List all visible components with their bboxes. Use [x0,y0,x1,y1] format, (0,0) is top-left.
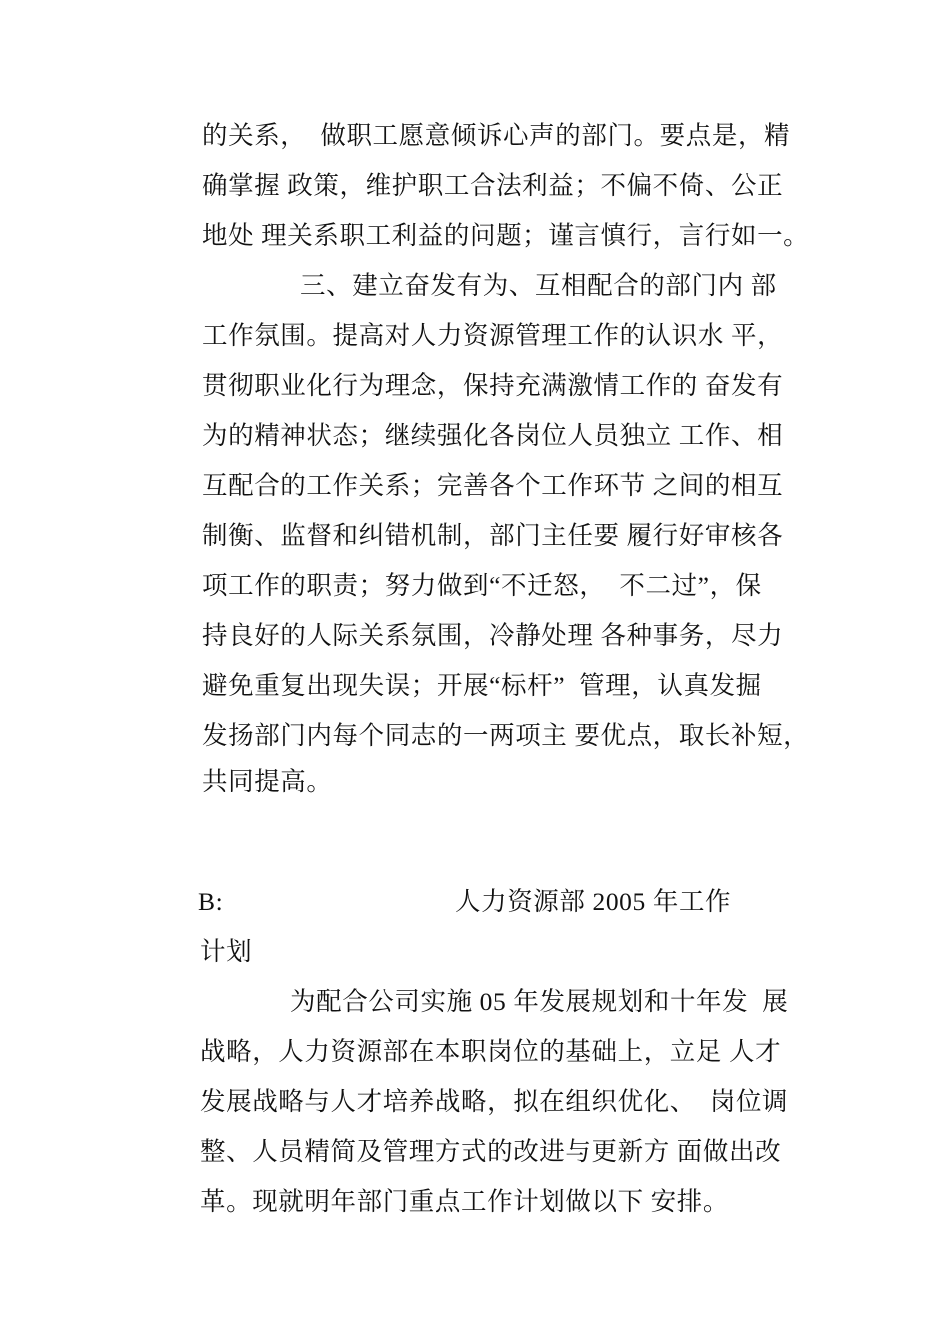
paragraph-line: 项工作的职责；努力做到“不迁怒， 不二过”，保 [202,571,762,600]
paragraph-line: 避免重复出现失误；开展“标杆” 管理，认真发掘 [202,671,762,700]
section-heading-line: 三、建立奋发有为、互相配合的部门内 部 [300,271,777,300]
paragraph-line: 为配合公司实施 05 年发展规划和十年发 展 [290,987,789,1016]
paragraph-line: 为的精神状态；继续强化各岗位人员独立 工作、相 [202,421,784,450]
paragraph-line: 发展战略与人才培养战略，拟在组织优化、 岗位调 [200,1087,789,1116]
paragraph-line: 制衡、监督和纠错机制，部门主任要 履行好审核各 [202,521,784,550]
paragraph-line: 贯彻职业化行为理念，保持充满激情工作的 奋发有 [202,371,784,400]
paragraph-line: 互配合的工作关系；完善各个工作环节 之间的相互 [202,471,784,500]
paragraph-line: 地处 理关系职工利益的问题；谨言慎行，言行如一。 [202,221,810,250]
paragraph-line: 整、人员精简及管理方式的改进与更新方 面做出改 [200,1137,782,1166]
document-title-continued: 计划 [200,937,253,966]
paragraph-line: 共同提高。 [202,767,333,796]
paragraph-line: 工作氛围。提高对人力资源管理工作的认识水 平， [202,321,784,350]
paragraph-line: 发扬部门内每个同志的一两项主 要优点，取长补短， [202,721,810,750]
paragraph-line: 战略，人力资源部在本职岗位的基础上，立足 人才 [200,1037,782,1066]
paragraph-line: 的关系， 做职工愿意倾诉心声的部门。要点是，精 [202,121,791,150]
paragraph-line: 持良好的人际关系氛围，冷静处理 各种事务，尽力 [202,621,784,650]
paragraph-line: 确掌握 政策，维护职工合法利益；不偏不倚、公正 [202,171,784,200]
section-label: B: [198,887,224,916]
paragraph-line: 革。现就明年部门重点工作计划做以下 安排。 [200,1187,729,1216]
document-title: 人力资源部 2005 年工作 [455,887,732,916]
